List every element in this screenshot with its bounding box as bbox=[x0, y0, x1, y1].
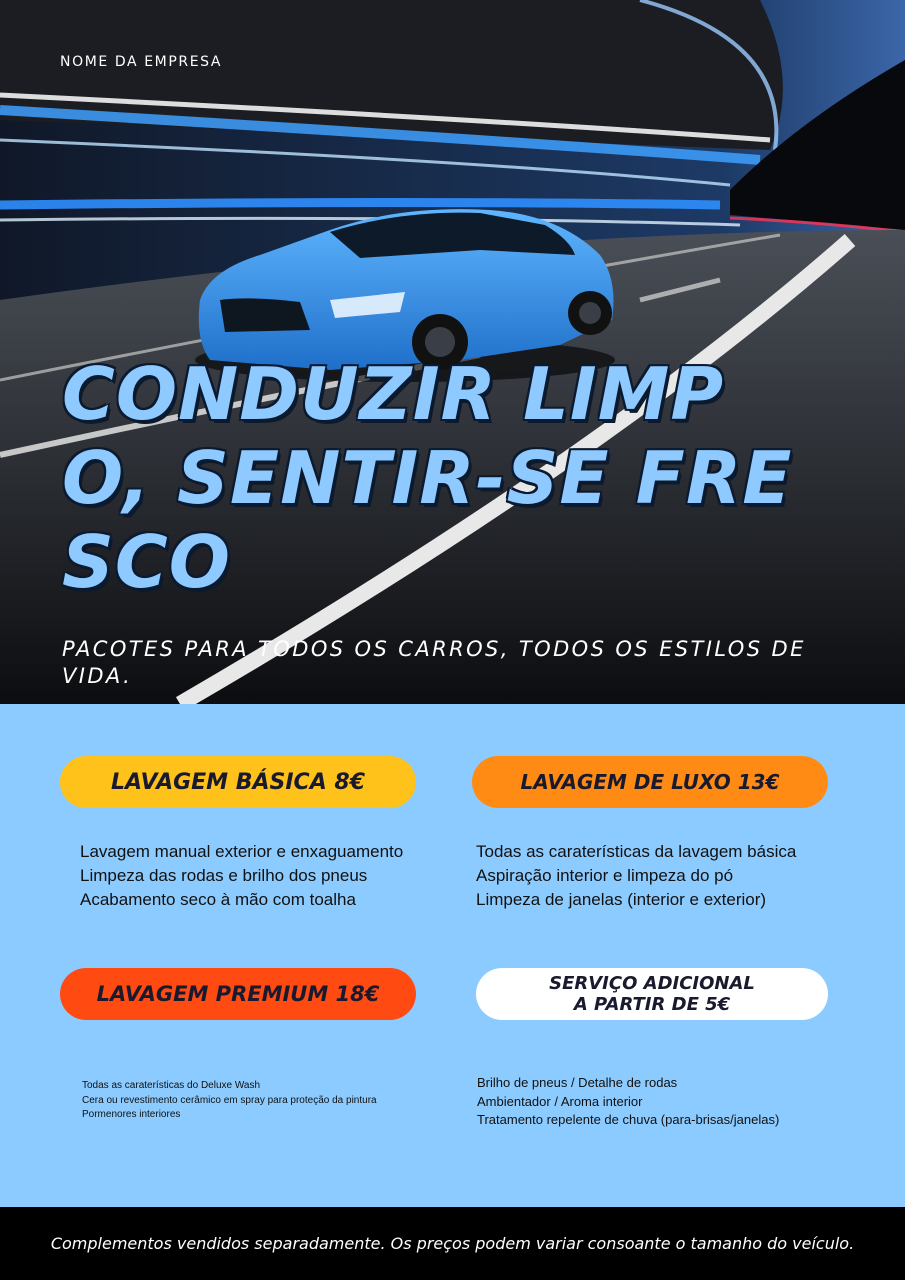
list-item: Cera ou revestimento cerâmico em spray para proteção da pintura bbox=[82, 1094, 377, 1106]
list-item: Pormenores interiores bbox=[82, 1109, 181, 1120]
list-item: Lavagem manual exterior e enxaguamento bbox=[80, 842, 404, 861]
list-item: Brilho de pneus / Detalhe de rodas bbox=[477, 1075, 678, 1090]
disclaimer-text: Complementos vendidos separadamente. Os preços podem variar consoante o tamanho do veículo. bbox=[50, 1234, 855, 1253]
premium-wash-badge: LAVAGEM PREMIUM 18€ bbox=[60, 968, 416, 1020]
company-name: NOME DA EMPRESA bbox=[60, 54, 223, 70]
basic-wash-features bbox=[80, 840, 403, 912]
list-item: Todas as caraterísticas do Deluxe Wash bbox=[82, 1080, 261, 1091]
luxury-wash-features bbox=[476, 840, 796, 912]
extra-service-features bbox=[477, 1074, 779, 1130]
list-item: Limpeza das rodas e brilho dos pneus bbox=[80, 866, 368, 885]
extra-service-title: SERVIÇO ADICIONAL bbox=[549, 973, 755, 994]
list-item: Tratamento repelente de chuva (para-brisas/janelas) bbox=[477, 1112, 780, 1127]
list-item: Limpeza de janelas (interior e exterior) bbox=[476, 890, 767, 909]
luxury-wash-badge: LAVAGEM DE LUXO 13€ bbox=[472, 756, 828, 808]
extra-service-price: A PARTIR DE 5€ bbox=[573, 994, 731, 1015]
footer-disclaimer bbox=[0, 1207, 905, 1280]
basic-wash-badge: LAVAGEM BÁSICA 8€ bbox=[60, 756, 416, 808]
premium-wash-features bbox=[82, 1079, 377, 1123]
list-item: Todas as caraterísticas da lavagem básica bbox=[476, 842, 797, 861]
subheadline: PACOTES PARA TODOS OS CARROS, TODOS OS ESTILOS DE VIDA. bbox=[62, 637, 806, 688]
list-item: Ambientador / Aroma interior bbox=[477, 1093, 643, 1109]
headline: CONDUZIR LIMPO, SENTIR-SE FRESCO bbox=[62, 352, 793, 604]
extra-service-badge bbox=[476, 968, 828, 1020]
list-item: Acabamento seco à mão com toalha bbox=[80, 890, 356, 909]
packages-panel bbox=[0, 704, 905, 1207]
list-item: Aspiração interior e limpeza do pó bbox=[476, 866, 734, 885]
